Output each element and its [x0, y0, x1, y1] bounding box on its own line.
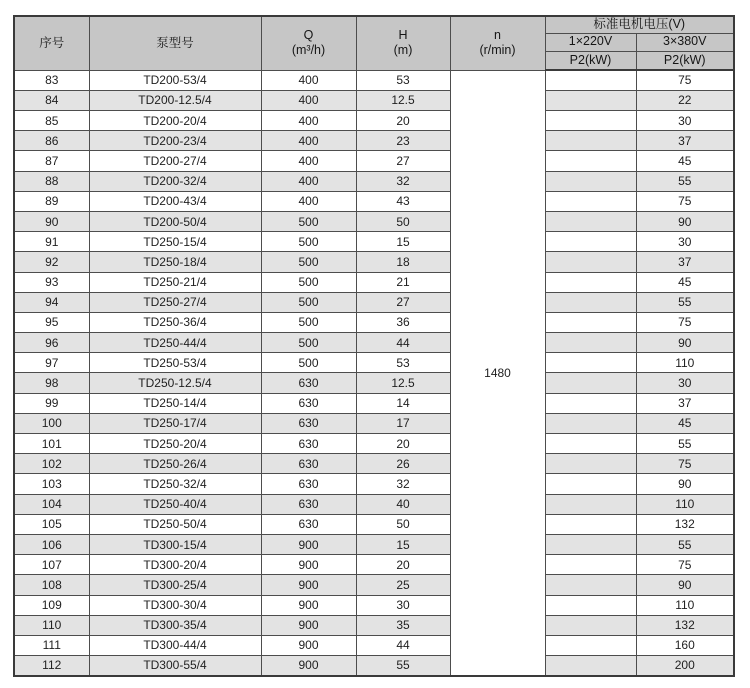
flow-cell: 630	[261, 373, 356, 393]
serial-cell: 94	[14, 292, 89, 312]
serial-cell: 99	[14, 393, 89, 413]
p2-380-cell: 200	[636, 656, 734, 676]
p2-380-cell: 37	[636, 252, 734, 272]
model-cell: TD250-17/4	[89, 413, 261, 433]
p2-220-cell	[545, 70, 636, 90]
head-cell: 44	[356, 635, 450, 655]
head-cell: 53	[356, 70, 450, 90]
p2-380-cell: 110	[636, 353, 734, 373]
p2-380-cell: 75	[636, 191, 734, 211]
serial-cell: 112	[14, 656, 89, 676]
header-voltage-220: 1×220V	[545, 33, 636, 51]
header-head	[356, 16, 450, 70]
model-cell: TD200-23/4	[89, 131, 261, 151]
table-row	[14, 312, 734, 332]
serial-cell: 96	[14, 333, 89, 353]
table-row	[14, 454, 734, 474]
p2-220-cell	[545, 191, 636, 211]
serial-cell: 88	[14, 171, 89, 191]
flow-cell: 900	[261, 615, 356, 635]
p2-380-cell: 75	[636, 555, 734, 575]
flow-cell: 630	[261, 393, 356, 413]
model-cell: TD250-50/4	[89, 514, 261, 534]
table-row	[14, 575, 734, 595]
model-cell: TD200-27/4	[89, 151, 261, 171]
table-row	[14, 494, 734, 514]
p2-220-cell	[545, 353, 636, 373]
p2-220-cell	[545, 514, 636, 534]
flow-cell: 630	[261, 514, 356, 534]
serial-cell: 108	[14, 575, 89, 595]
p2-380-cell: 22	[636, 90, 734, 110]
serial-cell: 84	[14, 90, 89, 110]
p2-380-cell: 132	[636, 615, 734, 635]
head-cell: 20	[356, 434, 450, 454]
table-row	[14, 615, 734, 635]
p2-380-cell: 160	[636, 635, 734, 655]
header-speed-symbol: n	[494, 27, 501, 42]
head-cell: 50	[356, 514, 450, 534]
head-cell: 44	[356, 333, 450, 353]
table-row	[14, 90, 734, 110]
flow-cell: 900	[261, 534, 356, 554]
model-cell: TD300-15/4	[89, 534, 261, 554]
table-row	[14, 393, 734, 413]
p2-220-cell	[545, 90, 636, 110]
header-speed	[450, 16, 545, 70]
p2-220-cell	[545, 434, 636, 454]
p2-220-cell	[545, 494, 636, 514]
head-cell: 36	[356, 312, 450, 332]
serial-cell: 86	[14, 131, 89, 151]
table-row	[14, 353, 734, 373]
serial-cell: 97	[14, 353, 89, 373]
serial-cell: 106	[14, 534, 89, 554]
table-row	[14, 474, 734, 494]
table-row	[14, 373, 734, 393]
p2-380-cell: 55	[636, 434, 734, 454]
header-speed-unit: (r/min)	[479, 43, 516, 58]
serial-cell: 87	[14, 151, 89, 171]
p2-380-cell: 45	[636, 151, 734, 171]
table-row	[14, 534, 734, 554]
flow-cell: 630	[261, 494, 356, 514]
head-cell: 20	[356, 555, 450, 575]
model-cell: TD300-44/4	[89, 635, 261, 655]
p2-220-cell	[545, 312, 636, 332]
p2-380-cell: 55	[636, 292, 734, 312]
flow-cell: 400	[261, 90, 356, 110]
p2-220-cell	[545, 232, 636, 252]
model-cell: TD300-25/4	[89, 575, 261, 595]
table-row	[14, 252, 734, 272]
model-cell: TD250-26/4	[89, 454, 261, 474]
head-cell: 12.5	[356, 373, 450, 393]
header-head-symbol: H	[398, 27, 408, 42]
p2-380-cell: 90	[636, 333, 734, 353]
serial-cell: 83	[14, 70, 89, 90]
table-header	[14, 16, 734, 70]
p2-380-cell: 75	[636, 70, 734, 90]
head-cell: 23	[356, 131, 450, 151]
flow-cell: 630	[261, 413, 356, 433]
table-row	[14, 292, 734, 312]
head-cell: 43	[356, 191, 450, 211]
serial-cell: 105	[14, 514, 89, 534]
p2-380-cell: 75	[636, 454, 734, 474]
p2-220-cell	[545, 656, 636, 676]
model-cell: TD250-44/4	[89, 333, 261, 353]
p2-380-cell: 110	[636, 595, 734, 615]
p2-380-cell: 75	[636, 312, 734, 332]
p2-380-cell: 55	[636, 534, 734, 554]
p2-220-cell	[545, 575, 636, 595]
flow-cell: 900	[261, 575, 356, 595]
serial-cell: 100	[14, 413, 89, 433]
head-cell: 40	[356, 494, 450, 514]
flow-cell: 500	[261, 272, 356, 292]
header-head-unit: (m)	[393, 43, 413, 58]
head-cell: 12.5	[356, 90, 450, 110]
table-row	[14, 111, 734, 131]
serial-cell: 93	[14, 272, 89, 292]
header-voltage-group: 标准电机电压(V)	[545, 16, 734, 33]
serial-cell: 90	[14, 211, 89, 231]
flow-cell: 900	[261, 656, 356, 676]
model-cell: TD250-36/4	[89, 312, 261, 332]
p2-380-cell: 110	[636, 494, 734, 514]
p2-220-cell	[545, 413, 636, 433]
p2-380-cell: 55	[636, 171, 734, 191]
model-cell: TD250-40/4	[89, 494, 261, 514]
p2-220-cell	[545, 111, 636, 131]
head-cell: 26	[356, 454, 450, 474]
serial-cell: 92	[14, 252, 89, 272]
flow-cell: 400	[261, 151, 356, 171]
model-cell: TD300-30/4	[89, 595, 261, 615]
flow-cell: 630	[261, 454, 356, 474]
serial-cell: 111	[14, 635, 89, 655]
serial-cell: 89	[14, 191, 89, 211]
flow-cell: 400	[261, 111, 356, 131]
flow-cell: 900	[261, 595, 356, 615]
model-cell: TD250-53/4	[89, 353, 261, 373]
p2-380-cell: 132	[636, 514, 734, 534]
header-model: 泵型号	[89, 16, 261, 70]
p2-220-cell	[545, 393, 636, 413]
p2-380-cell: 45	[636, 272, 734, 292]
table-row	[14, 635, 734, 655]
head-cell: 25	[356, 575, 450, 595]
p2-220-cell	[545, 131, 636, 151]
model-cell: TD200-20/4	[89, 111, 261, 131]
flow-cell: 900	[261, 555, 356, 575]
head-cell: 20	[356, 111, 450, 131]
header-flow-symbol: Q	[303, 27, 314, 42]
model-cell: TD300-35/4	[89, 615, 261, 635]
head-cell: 21	[356, 272, 450, 292]
flow-cell: 500	[261, 353, 356, 373]
head-cell: 53	[356, 353, 450, 373]
table-row	[14, 131, 734, 151]
p2-380-cell: 30	[636, 232, 734, 252]
pump-spec-table	[13, 15, 735, 677]
model-cell: TD300-55/4	[89, 656, 261, 676]
flow-cell: 630	[261, 474, 356, 494]
p2-220-cell	[545, 474, 636, 494]
p2-380-cell: 30	[636, 111, 734, 131]
flow-cell: 500	[261, 292, 356, 312]
p2-220-cell	[545, 555, 636, 575]
model-cell: TD200-12.5/4	[89, 90, 261, 110]
p2-220-cell	[545, 333, 636, 353]
flow-cell: 630	[261, 434, 356, 454]
header-p2-220: P2(kW)	[545, 51, 636, 70]
table-row	[14, 232, 734, 252]
head-cell: 27	[356, 292, 450, 312]
p2-220-cell	[545, 151, 636, 171]
model-cell: TD250-12.5/4	[89, 373, 261, 393]
table-row	[14, 70, 734, 90]
speed-cell: 1480	[450, 70, 545, 676]
table-row	[14, 434, 734, 454]
model-cell: TD250-27/4	[89, 292, 261, 312]
model-cell: TD200-43/4	[89, 191, 261, 211]
flow-cell: 500	[261, 232, 356, 252]
table-row	[14, 514, 734, 534]
p2-220-cell	[545, 252, 636, 272]
flow-cell: 400	[261, 171, 356, 191]
serial-cell: 110	[14, 615, 89, 635]
serial-cell: 91	[14, 232, 89, 252]
head-cell: 17	[356, 413, 450, 433]
flow-cell: 400	[261, 191, 356, 211]
model-cell: TD250-15/4	[89, 232, 261, 252]
serial-cell: 109	[14, 595, 89, 615]
p2-380-cell: 90	[636, 211, 734, 231]
serial-cell: 95	[14, 312, 89, 332]
serial-cell: 102	[14, 454, 89, 474]
p2-380-cell: 45	[636, 413, 734, 433]
header-flow	[261, 16, 356, 70]
serial-cell: 101	[14, 434, 89, 454]
header-serial: 序号	[14, 16, 89, 70]
model-cell: TD200-50/4	[89, 211, 261, 231]
model-cell: TD250-20/4	[89, 434, 261, 454]
table-row	[14, 272, 734, 292]
p2-380-cell: 37	[636, 393, 734, 413]
table-body	[14, 70, 734, 676]
model-cell: TD200-53/4	[89, 70, 261, 90]
head-cell: 32	[356, 474, 450, 494]
p2-220-cell	[545, 292, 636, 312]
model-cell: TD300-20/4	[89, 555, 261, 575]
flow-cell: 900	[261, 635, 356, 655]
serial-cell: 104	[14, 494, 89, 514]
table-row	[14, 171, 734, 191]
head-cell: 55	[356, 656, 450, 676]
table-row	[14, 595, 734, 615]
serial-cell: 98	[14, 373, 89, 393]
p2-220-cell	[545, 534, 636, 554]
table-row	[14, 555, 734, 575]
table-row	[14, 333, 734, 353]
p2-220-cell	[545, 272, 636, 292]
head-cell: 27	[356, 151, 450, 171]
model-cell: TD250-32/4	[89, 474, 261, 494]
model-cell: TD250-14/4	[89, 393, 261, 413]
header-p2-380: P2(kW)	[636, 51, 734, 70]
table-row	[14, 151, 734, 171]
table-row	[14, 211, 734, 231]
flow-cell: 500	[261, 211, 356, 231]
p2-220-cell	[545, 211, 636, 231]
head-cell: 32	[356, 171, 450, 191]
p2-220-cell	[545, 615, 636, 635]
head-cell: 15	[356, 534, 450, 554]
flow-cell: 500	[261, 252, 356, 272]
model-cell: TD250-21/4	[89, 272, 261, 292]
serial-cell: 85	[14, 111, 89, 131]
head-cell: 35	[356, 615, 450, 635]
p2-220-cell	[545, 373, 636, 393]
flow-cell: 500	[261, 312, 356, 332]
head-cell: 30	[356, 595, 450, 615]
table-row	[14, 191, 734, 211]
head-cell: 18	[356, 252, 450, 272]
flow-cell: 400	[261, 131, 356, 151]
head-cell: 50	[356, 211, 450, 231]
serial-cell: 103	[14, 474, 89, 494]
table-row	[14, 656, 734, 676]
header-voltage-380: 3×380V	[636, 33, 734, 51]
flow-cell: 400	[261, 70, 356, 90]
p2-380-cell: 37	[636, 131, 734, 151]
model-cell: TD200-32/4	[89, 171, 261, 191]
p2-220-cell	[545, 595, 636, 615]
p2-220-cell	[545, 454, 636, 474]
serial-cell: 107	[14, 555, 89, 575]
p2-380-cell: 90	[636, 575, 734, 595]
p2-380-cell: 90	[636, 474, 734, 494]
p2-380-cell: 30	[636, 373, 734, 393]
p2-220-cell	[545, 635, 636, 655]
table-row	[14, 413, 734, 433]
header-flow-unit: (m³/h)	[291, 43, 326, 58]
head-cell: 15	[356, 232, 450, 252]
p2-220-cell	[545, 171, 636, 191]
head-cell: 14	[356, 393, 450, 413]
model-cell: TD250-18/4	[89, 252, 261, 272]
flow-cell: 500	[261, 333, 356, 353]
